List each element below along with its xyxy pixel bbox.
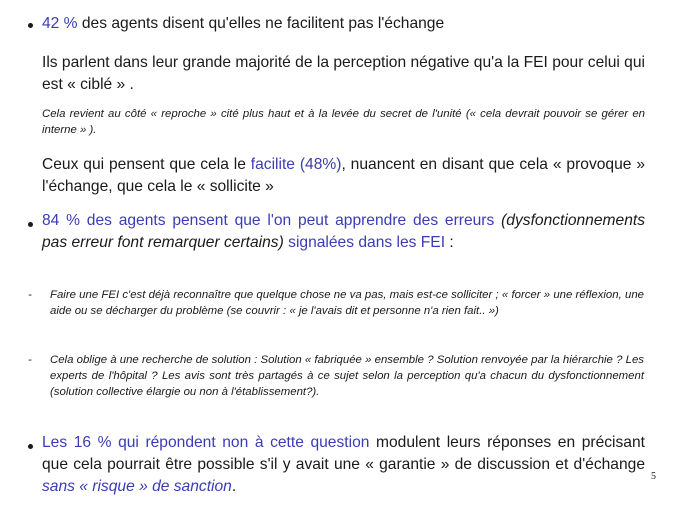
highlight-84-percent: 84 % des agents pensent que l'on peut apprendre des erreurs [42,212,495,229]
bullet-dot [28,222,33,227]
bullet-colon: : [445,234,454,251]
highlight-signalees: signalées dans les FEI [283,234,446,251]
page-number: 5 [651,471,656,482]
bullet-16-percent [42,432,645,498]
dash-marker: - [28,289,32,301]
dash-item-cela-oblige: Cela oblige à une recherche de solution : Solution « fabriquée » ensemble ? Solution renvoyée par la hiérarchie ? Les experts de l'hôpital ? Les avis sont très partagés à ce sujet selon la perception qu'a chacun du dysfonctionnement (solution collective élargie ou non à l'établissement?). [50,354,644,398]
highlight-16-percent: Les 16 % qui répondent non à cette question [42,434,370,451]
bullet-dot [28,444,33,449]
paragraph-facilite [42,154,645,198]
paragraph-reproche: Cela revient au côté « reproche » cité plus haut et à la levée du secret de l'unité (« cela devrait pouvoir se gérer en interne » ). [42,108,645,136]
bullet-42-percent [42,13,645,35]
italic-dysfonctionnements: (dysfonctionnements pas erreur font remarquer certains) [42,212,645,251]
paragraph-perception: Ils parlent dans leur grande majorité de la perception négative qu'a la FEI pour celui qui est « ciblé » . [42,54,645,93]
bullet-dot [28,23,33,28]
bullet-84-percent [42,210,645,254]
bullet-text: modulent leurs réponses en précisant que cela pourrait être possible s'il y avait une « garantie » de discussion et d'échange [42,434,645,473]
bullet-period: . [231,478,237,495]
italic-sans-risque: sans « risque » de sanction [42,478,232,495]
dash-item-faire-fei: Faire une FEI c'est déjà reconnaître que quelque chose ne va pas, mais est-ce solliciter ; « forcer » une réflexion, une aide ou se décharger du problème (se couvrir : « je l'avais dit et personne n'a rien fait.. ») [50,289,644,317]
highlight-42-percent: 42 % [42,15,78,32]
dash-marker: - [28,354,32,366]
highlight-facilite: facilite (48%) [250,156,342,173]
bullet-text: des agents disent qu'elles ne facilitent pas l'échange [77,15,445,32]
facilite-text-b: , nuancent en disant que cela « provoque » l'échange, que cela le « sollicite » [42,156,645,195]
facilite-text-a: Ceux qui pensent que cela le [42,156,251,173]
